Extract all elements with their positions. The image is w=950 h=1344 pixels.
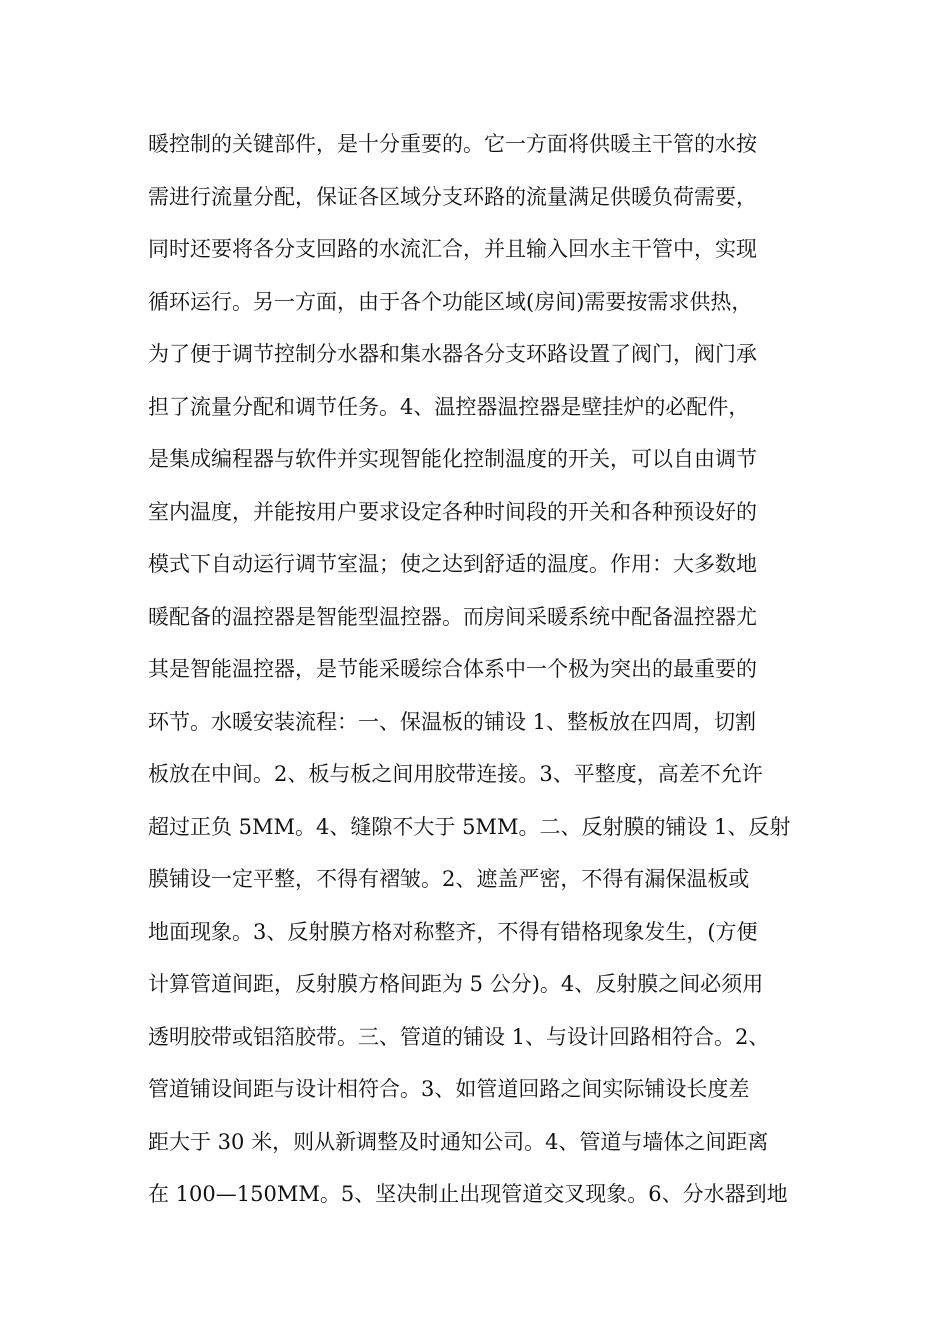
text-line-21: 在 100—150MM。5、坚决制止出现管道交叉现象。6、分水器到地 <box>148 1182 788 1206</box>
text-line-8: 室内温度，并能按用户要求设定各种时间段的开关和各种预设好的 <box>148 499 757 524</box>
text-line-6: 担了流量分配和调节任务。4、温控器温控器是壁挂炉的必配件， <box>148 394 750 419</box>
text-line-1: 暖控制的关键部件，是十分重要的。它一方面将供暖主干管的水按 <box>148 132 757 156</box>
text-line-19: 管道铺设间距与设计相符合。3、如管道回路之间实际铺设长度差 <box>148 1077 750 1101</box>
text-line-11: 其是智能温控器，是节能采暖综合体系中一个极为突出的最重要的 <box>148 657 757 681</box>
text-line-2: 需进行流量分配，保证各区域分支环路的流量满足供暖负荷需要， <box>148 184 757 209</box>
text-line-15: 膜铺设一定平整，不得有褶皱。2、遮盖严密，不得有漏保温板或 <box>148 867 750 891</box>
text-line-4: 循环运行。另一方面，由于各个功能区域(房间)需要按需求供热， <box>148 289 753 314</box>
text-line-18: 透明胶带或铝箔胶带。三、管道的铺设 1、与设计回路相符合。2、 <box>148 1024 770 1049</box>
text-line-3: 同时还要将各分支回路的水流汇合，并且输入回水主干管中，实现 <box>148 237 757 261</box>
text-line-9: 模式下自动运行调节室温；使之达到舒适的温度。作用：大多数地 <box>148 552 757 576</box>
text-line-17: 计算管道间距，反射膜方格间距为 5 公分)。4、反射膜之间必须用 <box>148 972 764 996</box>
text-line-20: 距大于 30 米，则从新调整及时通知公司。4、管道与墙体之间距离 <box>148 1129 769 1154</box>
text-line-12: 环节。水暖安装流程：一、保温板的铺设 1、整板放在四周，切割 <box>148 709 757 734</box>
text-line-5: 为了便于调节控制分水器和集水器各分支环路设置了阀门，阀门承 <box>148 342 757 366</box>
text-line-13: 板放在中间。2、板与板之间用胶带连接。3、平整度，高差不允许 <box>148 762 763 786</box>
text-line-7: 是集成编程器与软件并实现智能化控制温度的开关，可以自由调节 <box>148 447 757 471</box>
text-line-10: 暖配备的温控器是智能型温控器。而房间采暖系统中配备温控器尤 <box>148 604 757 629</box>
body-text <box>148 118 808 1221</box>
text-line-16: 地面现象。3、反射膜方格对称整齐，不得有错格现象发生，(方便 <box>148 919 758 944</box>
text-line-14: 超过正负 5MM。4、缝隙不大于 5MM。二、反射膜的铺设 1、反射 <box>148 814 791 839</box>
